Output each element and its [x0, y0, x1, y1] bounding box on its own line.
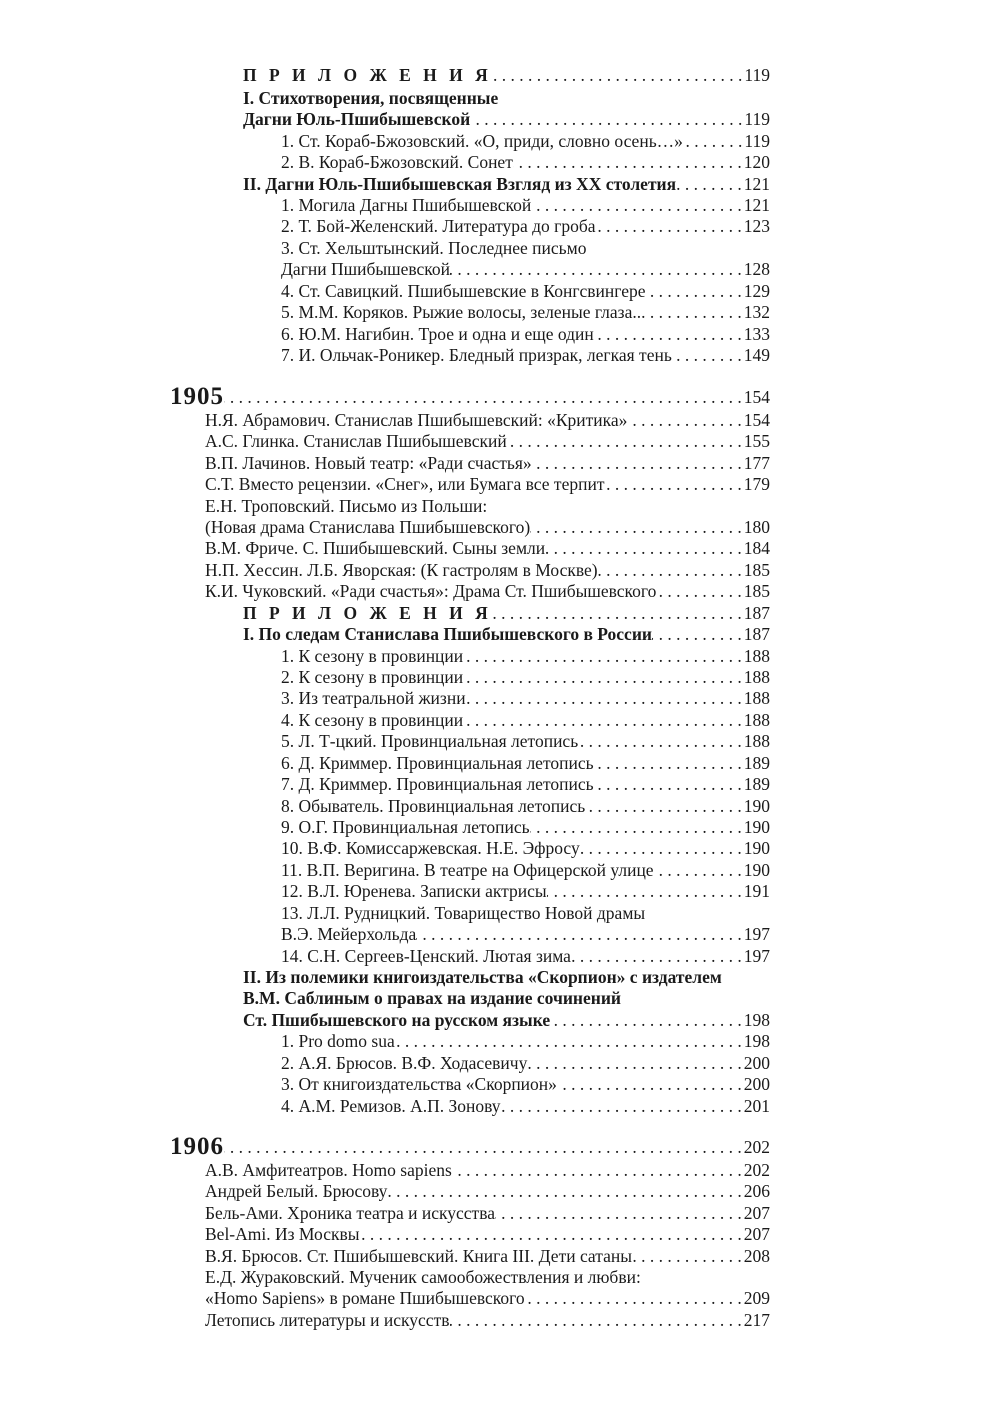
toc-entry-text: В.Я. Брюсов. Ст. Пшибышевский. Книга III. Дети сатаны	[205, 1246, 632, 1266]
toc-page-number: 217	[743, 1310, 770, 1330]
toc-page-number: 190	[743, 796, 770, 816]
toc-page-number: 119	[744, 109, 770, 129]
toc-entry-text: А.С. Глинка. Станислав Пшибышевский	[205, 431, 507, 451]
toc-entry	[205, 581, 770, 602]
toc-entry	[205, 1310, 770, 1331]
toc-entry-text: (Новая драма Станислава Пшибышевского)	[205, 517, 531, 537]
toc-year-heading	[170, 1134, 770, 1160]
toc-entry	[281, 1053, 770, 1074]
toc-page-number: 119	[744, 131, 770, 151]
toc-dot-leader	[224, 384, 744, 410]
toc-page-number: 191	[743, 881, 770, 901]
toc-page-number: 188	[743, 731, 770, 751]
toc-dot-leader	[578, 731, 744, 752]
toc-entry-text: 10. В.Ф. Комиссаржевская. Н.Е. Эфросу	[281, 838, 580, 858]
toc-entry-text: 2. К сезону в провинции	[281, 667, 464, 687]
toc-entry-text: 7. И. Ольчак-Роникер. Бледный призрак, легкая тень	[281, 345, 672, 365]
toc-entry-text: 2. А.Я. Брюсов. В.Ф. Ходасевичу	[281, 1053, 528, 1073]
toc-entry	[205, 538, 770, 559]
toc-dot-leader	[360, 1224, 744, 1245]
toc-dot-leader	[395, 1031, 744, 1052]
toc-dot-leader	[525, 1288, 744, 1309]
toc-page-number: 200	[743, 1074, 770, 1094]
toc-page-number: 121	[743, 174, 770, 194]
toc-part-heading	[243, 1010, 770, 1031]
toc-entry-text: В.М. Фриче. С. Пшибышевский. Сыны земли	[205, 538, 546, 558]
toc-entry	[281, 195, 770, 216]
toc-page-number: 155	[743, 431, 770, 451]
toc-entry-text: П Р И Л О Ж Е Н И Я	[243, 603, 492, 623]
toc-entry	[281, 259, 770, 280]
toc-entry	[205, 560, 770, 581]
toc-appendix-heading	[243, 603, 770, 624]
toc-dot-leader	[571, 946, 744, 967]
toc-page-number: 187	[743, 624, 770, 644]
toc-entry	[205, 453, 770, 474]
toc-entry-text: 5. Л. Т-цкий. Провинциальная летопись	[281, 731, 579, 751]
toc-page-number: 190	[743, 838, 770, 858]
toc-entry-text: 7. Д. Криммер. Провинциальная летопись	[281, 774, 594, 794]
toc-entry-text: 4. К сезону в провинции	[281, 710, 464, 730]
toc-page-number: 184	[743, 538, 770, 558]
toc-page-number: 180	[743, 517, 770, 537]
toc-dot-leader	[530, 517, 744, 538]
toc-entry-text: К.И. Чуковский. «Ради счастья»: Драма Ст. Пшибышевского	[205, 581, 657, 601]
toc-entry	[281, 731, 770, 752]
toc-entry-text: Bel-Ami. Из Москвы	[205, 1224, 360, 1244]
toc-dot-leader	[387, 1181, 743, 1202]
toc-page-number: 206	[743, 1181, 770, 1201]
toc-page-number: 200	[743, 1053, 770, 1073]
toc-entry-text: 5. М.М. Коряков. Рыжие волосы, зеленые глаза...	[281, 302, 646, 322]
toc-entry	[205, 1203, 770, 1224]
toc-dot-leader	[656, 581, 743, 602]
toc-page-number: 209	[743, 1288, 770, 1308]
toc-entry-text: Бель-Ами. Хроника театра и искусства	[205, 1203, 495, 1223]
toc-entry	[281, 924, 770, 945]
toc-entry	[281, 1031, 770, 1052]
toc-entry-text: 1. К сезону в провинции	[281, 646, 464, 666]
toc-year-label: 1906	[170, 1134, 224, 1160]
toc-entry-text: А.В. Амфитеатров. Homo sapiens	[205, 1160, 452, 1180]
toc-entry-text: 3. От книгоиздательства «Скорпион»	[281, 1074, 557, 1094]
toc-entry	[281, 753, 770, 774]
toc-page-number: 197	[743, 924, 770, 944]
toc-page-number: 128	[743, 259, 770, 279]
toc-page-number: 190	[743, 860, 770, 880]
toc-entry-text: 9. О.Г. Провинциальная летопись	[281, 817, 530, 837]
toc-entry-text: 8. Обыватель. Провинциальная летопись	[281, 796, 586, 816]
toc-page-number: 154	[743, 410, 770, 430]
toc-page-number: 123	[743, 216, 770, 236]
toc-dot-leader	[594, 774, 744, 795]
toc-page-number: 149	[743, 345, 770, 365]
toc-entry-text: Летопись литературы и искусств	[205, 1310, 450, 1330]
toc-appendix-heading	[243, 65, 770, 86]
toc-entry-text: 12. В.Л. Юренева. Записки актрисы	[281, 881, 547, 901]
toc-page-number: 120	[743, 152, 770, 172]
toc-page-number: 185	[743, 581, 770, 601]
toc-entry	[281, 131, 770, 152]
toc-entry	[205, 1181, 770, 1202]
toc-dot-leader	[545, 538, 744, 559]
toc-entry	[281, 688, 770, 709]
toc-dot-leader	[463, 710, 744, 731]
toc-entry-text: Дагни Юль-Пшибышевской	[243, 109, 471, 129]
toc-page-number: 189	[743, 774, 770, 794]
toc-dot-leader	[463, 646, 744, 667]
toc-dot-leader	[652, 624, 744, 645]
toc-part-heading	[243, 624, 770, 645]
toc-entry	[205, 474, 770, 495]
toc-entry	[281, 345, 770, 366]
toc-dot-leader	[452, 1160, 744, 1181]
toc-entry	[281, 710, 770, 731]
toc-entry-text: 1. Pro domo sua	[281, 1031, 395, 1051]
toc-page-number: 208	[743, 1246, 770, 1266]
toc-page-number: 207	[743, 1224, 770, 1244]
toc-dot-leader	[627, 410, 743, 431]
toc-entry-line: Е.Д. Жураковский. Мученик самообожествления и любви:	[205, 1267, 641, 1287]
toc-dot-leader	[632, 1246, 744, 1267]
toc-dot-leader	[676, 174, 744, 195]
toc-part-heading	[243, 109, 770, 130]
toc-page-number: 185	[743, 560, 770, 580]
toc-page-number: 187	[743, 603, 770, 623]
toc-entry-text: Дагни Пшибышевской	[281, 259, 451, 279]
toc-dot-leader	[672, 345, 744, 366]
toc-dot-leader	[492, 65, 745, 86]
toc-dot-leader	[594, 753, 744, 774]
toc-dot-leader	[598, 560, 744, 581]
toc-entry	[281, 324, 770, 345]
toc-entry-line: 13. Л.Л. Рудницкий. Товарищество Новой драмы	[281, 903, 646, 923]
toc-dot-leader	[466, 688, 744, 709]
toc-dot-leader	[645, 281, 743, 302]
toc-page-number: 198	[743, 1031, 770, 1051]
toc-dot-leader	[416, 924, 743, 945]
toc-dot-leader	[547, 881, 744, 902]
toc-entry-line: 3. Ст. Хельштынский. Последнее письмо	[281, 238, 587, 258]
toc-entry	[281, 216, 770, 237]
toc-page-number: 188	[743, 688, 770, 708]
toc-dot-leader	[492, 603, 744, 624]
toc-page-number: 201	[743, 1096, 770, 1116]
toc-entry-line: Е.Н. Троповский. Письмо из Польши:	[205, 496, 488, 516]
toc-page-number: 188	[743, 646, 770, 666]
toc-dot-leader	[654, 860, 744, 881]
toc-entry	[205, 517, 770, 538]
toc-year-heading	[170, 384, 770, 410]
toc-entry	[205, 1224, 770, 1245]
toc-dot-leader	[645, 302, 743, 323]
toc-dot-leader	[530, 817, 744, 838]
toc-page-number: 179	[743, 474, 770, 494]
toc-dot-leader	[596, 216, 744, 237]
toc-entry-text: Андрей Белый. Брюсову	[205, 1181, 388, 1201]
toc-page-number: 133	[743, 324, 770, 344]
toc-dot-leader	[683, 131, 744, 152]
toc-entry	[281, 646, 770, 667]
toc-entry-text: 3. Из театральной жизни	[281, 688, 466, 708]
toc-entry-text: 4. Ст. Савицкий. Пшибышевские в Конгсвингере	[281, 281, 646, 301]
toc-entry	[281, 1096, 770, 1117]
toc-page-number: 188	[743, 710, 770, 730]
toc-entry	[281, 946, 770, 967]
toc-dot-leader	[450, 1310, 744, 1331]
toc-entry-text: Н.П. Хессин. Л.Б. Яворская: (К гастролям в Москве)	[205, 560, 598, 580]
toc-entry	[281, 1074, 770, 1095]
toc-entry-text: 2. В. Кораб-Бжозовский. Сонет	[281, 152, 513, 172]
toc-dot-leader	[224, 1134, 744, 1160]
toc-dot-leader	[513, 152, 744, 173]
toc-entry-text: П Р И Л О Ж Е Н И Я	[243, 65, 492, 85]
toc-entry-text: «Homo Sapiens» в романе Пшибышевского	[205, 1288, 525, 1308]
toc-part-heading	[243, 174, 770, 195]
toc-entry-text: 14. С.Н. Сергеев-Ценский. Лютая зима	[281, 946, 571, 966]
toc-entry-text: 6. Ю.М. Нагибин. Трое и одна и еще один	[281, 324, 594, 344]
toc-entry	[205, 1160, 770, 1181]
toc-entry-text: В.Э. Мейерхольда	[281, 924, 417, 944]
toc-entry-text: С.Т. Вместо рецензии. «Снег», или Бумага все терпит	[205, 474, 605, 494]
toc-dot-leader	[501, 1096, 744, 1117]
toc-entry-text: 11. В.П. Веригина. В театре на Офицерской улице	[281, 860, 654, 880]
toc-entry	[281, 817, 770, 838]
toc-entry-text: 1. Ст. Кораб-Бжозовский. «О, приди, словно осень…»	[281, 131, 683, 151]
toc-part-title-line: I. Стихотворения, посвященные	[243, 88, 499, 108]
toc-dot-leader	[450, 259, 744, 280]
toc-entry	[281, 881, 770, 902]
toc-dot-leader	[585, 796, 744, 817]
toc-dot-leader	[470, 109, 744, 130]
toc-page-number: 177	[743, 453, 770, 473]
toc-entry-text: I. По следам Станислава Пшибышевского в России	[243, 624, 652, 644]
toc-dot-leader	[507, 431, 744, 452]
toc-page-number: 132	[743, 302, 770, 322]
toc-entry	[205, 1246, 770, 1267]
toc-page-number: 207	[743, 1203, 770, 1223]
toc-part-title-line: II. Из полемики книгоиздательства «Скорпион» с издателем	[243, 967, 722, 987]
toc-entry-text: В.П. Лачинов. Новый театр: «Ради счастья»	[205, 453, 532, 473]
toc-page-number: 121	[743, 195, 770, 215]
toc-page-number: 129	[743, 281, 770, 301]
toc-entry-text: 1. Могила Дагны Пшибышевской	[281, 195, 532, 215]
toc-dot-leader	[527, 1053, 743, 1074]
toc-page-number: 202	[743, 1160, 770, 1180]
toc-entry	[205, 1288, 770, 1309]
toc-dot-leader	[557, 1074, 744, 1095]
toc-entry-text: Ст. Пшибышевского на русском языке	[243, 1010, 551, 1030]
toc-dot-leader	[495, 1203, 744, 1224]
toc-page-number: 197	[743, 946, 770, 966]
toc-page-number: 190	[743, 817, 770, 837]
toc-dot-leader	[532, 453, 744, 474]
toc-dot-leader	[604, 474, 743, 495]
toc-entry	[281, 667, 770, 688]
toc-entry	[281, 302, 770, 323]
toc-dot-leader	[463, 667, 744, 688]
toc-entry	[281, 281, 770, 302]
toc-entry-text: 2. Т. Бой-Желенский. Литература до гроба	[281, 216, 596, 236]
toc-page-number: 188	[743, 667, 770, 687]
toc-entry	[281, 774, 770, 795]
toc-dot-leader	[580, 838, 744, 859]
toc-entry-text: 6. Д. Криммер. Провинциальная летопись	[281, 753, 594, 773]
toc-dot-leader	[550, 1010, 744, 1031]
toc-dot-leader	[531, 195, 744, 216]
toc-page-number: 202	[743, 1137, 770, 1157]
toc-page-number: 119	[744, 65, 770, 85]
toc-entry	[205, 410, 770, 431]
toc-entry	[205, 431, 770, 452]
toc-page-number: 154	[743, 387, 770, 407]
toc-entry	[281, 152, 770, 173]
toc-page-number: 189	[743, 753, 770, 773]
toc-entry	[281, 796, 770, 817]
toc-entry-text: Н.Я. Абрамович. Станислав Пшибышевский: «Критика»	[205, 410, 628, 430]
toc-entry-text: II. Дагни Юль-Пшибышевская Взгляд из XX столетия	[243, 174, 677, 194]
toc-dot-leader	[594, 324, 744, 345]
toc-page-number: 198	[743, 1010, 770, 1030]
toc-entry	[281, 838, 770, 859]
toc-entry-text: 4. А.М. Ремизов. А.П. Зонову	[281, 1096, 501, 1116]
toc-entry	[281, 860, 770, 881]
toc-part-title-line: В.М. Саблиным о правах на издание сочинений	[243, 988, 622, 1008]
toc-year-label: 1905	[170, 384, 224, 410]
